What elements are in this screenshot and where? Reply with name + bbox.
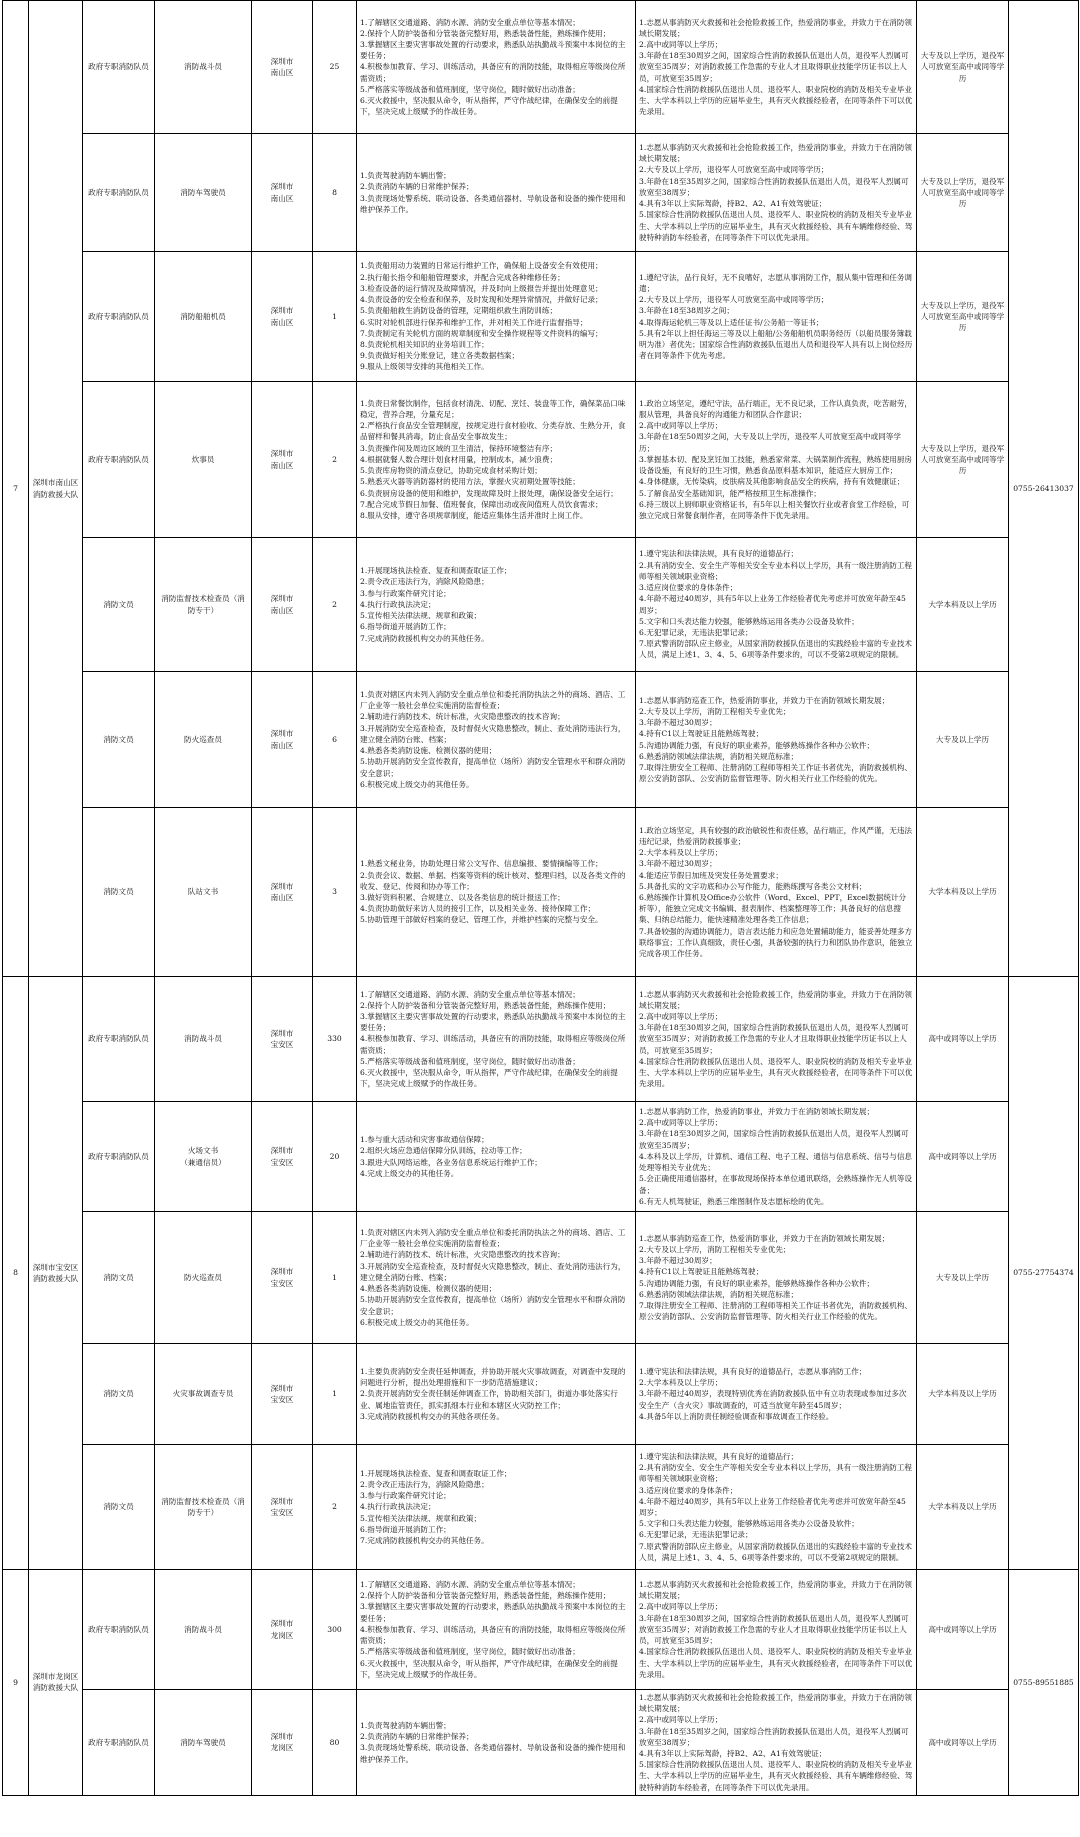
phone-cell: 0755-89551885 [1009, 1570, 1079, 1796]
location-cell: 深圳市 龙岗区 [252, 1570, 313, 1690]
education-cell: 高中或同等以上学历 [917, 1570, 1009, 1690]
location-cell: 深圳市 宝安区 [252, 1344, 313, 1445]
education-cell: 大学本科及以上学历 [917, 808, 1009, 977]
category-cell: 消防文员 [83, 1344, 155, 1445]
requirements-cell: 1.遵守宪法和法律法规，具有良好的道德品行； 2.具有消防安全、安全生产等相关安全专业本科以上学历，具有一级注册消防工程师等相关领域职业资格； 3.适应岗位要求的身体条件； 4.年龄不超过40周岁，具有5年以上业务工作经验者优先考虑并可放宽年龄至45周岁； 5.文字和口头表达能力较强，能够熟练运用各类办公设备及软件； 6.无犯罪记录，无违法犯罪记录； 7.原武警消防部队应主修业，从国家消防救援队伍退出的实践经验丰富的专业技术人员，满足上述1、3、4、5、6项等条件要求的，可以不受第2项规定的限制。 [636, 538, 917, 672]
requirements-cell: 1.志愿从事消防工作，热爱消防事业，并致力于在消防领域长期发展； 2.高中或同等以上学历； 3.年龄在18至30周岁之间，国家综合性消防救援队伍退出人员，退役军人烈属可放宽至35周岁； 4.本科及以上学历，计算机、通信工程、电子工程、通信与信息系统、信号与信息处理等相关专业优先； 5.会正确使用通信器材，在事故现场保持本单位通讯联络，会熟练操作无人机等设备； 6.有无人机驾驶证，熟悉三维图制作及志愿标绘的优先。 [636, 1102, 917, 1212]
position-cell: 消防监督技术检查员（消防专干） [155, 1445, 252, 1570]
phone-cell: 0755-26413037 [1009, 1, 1079, 977]
position-cell: 消防车驾驶员 [155, 134, 252, 252]
requirements-cell: 1.遵守宪法和法律法规，具有良好的道德品行，志愿从事消防工作； 2.大学本科及以上学历； 3.年龄不超过40周岁，表现特别优秀在消防救援队伍中有立功表现或参加过多次安全生产（含火灾）事故调查的，可适当放宽年龄至45周岁； 4.具备5年以上消防责任制经验调查和事故调查工作经验。 [636, 1344, 917, 1445]
recruitment-table [2, 0, 1079, 1796]
requirements-cell: 1.遵纪守法，品行良好，无不良嗜好，志愿从事消防工作，服从集中管理和任务调遣； 2.大专及以上学历，退役军人可放宽至高中或同等学历； 3.年龄在18至38周岁之间； 4.取得海运轮机三等及以上适任证书/公务船一等证书； 5.具有2年以上担任海运三等及以上船舶/公务船舶机员职务经历（以船员服务簿载明为准）者优先；国家综合性消防救援队伍退出人员和退役军人具有以上岗位经历者在同等条件下优先考虑。 [636, 252, 917, 382]
table-row [3, 1344, 1079, 1445]
education-cell: 大学本科及以上学历 [917, 1344, 1009, 1445]
location-cell: 深圳市 龙岗区 [252, 1690, 313, 1796]
unit-seq-cell: 8 [3, 977, 29, 1570]
table-row [3, 1, 1079, 134]
requirements-cell: 1.志愿从事消防灭火救援和社会抢险救援工作，热爱消防事业，并致力于在消防领域长期发展； 2.高中或同等以上学历； 3.年龄在18至30周岁之间，国家综合性消防救援队伍退出人员，退役军人烈属可放宽至35周岁；对消防救援工作急需的专业人才且取得职业技能学历证书以上人员，可放宽至35周岁； 4.国家综合性消防救援队伍退出人员、退役军人、职业院校的消防及相关专业毕业生、大学本科以上学历的应届毕业生，具有灭火救援经验者，在同等条件下可以优先录用。 [636, 1, 917, 134]
count-cell: 2 [313, 382, 357, 538]
position-cell: 消防监督技术检查员（消防专干） [155, 538, 252, 672]
location-cell: 深圳市 南山区 [252, 252, 313, 382]
duties-cell: 1.参与重大活动和灾害事故通信保障； 2.组织火场应急通信保障分队训练，拉动等工作； 3.跟进大队网络运维，各业务信息系统运行维护工作； 4.完成上级交办的其他任务。 [357, 1102, 636, 1212]
position-cell: 防火巡查员 [155, 672, 252, 808]
phone-cell: 0755-27754374 [1009, 977, 1079, 1570]
duties-cell: 1.开展现场执法检查、复查和调查取证工作； 2.责令改正违法行为，消除风险隐患； 3.参与行政案件研究讨论； 4.执行行政执法决定； 5.宣传相关法律法规、规章和政策； 6.指导街道开展消防工作； 7.完成消防救援机构交办的其他任务。 [357, 538, 636, 672]
unit-name-cell: 深圳市龙岗区消防救援大队 [29, 1570, 83, 1796]
location-cell: 深圳市 南山区 [252, 538, 313, 672]
education-cell: 大专及以上学历 [917, 1212, 1009, 1344]
table-row [3, 977, 1079, 1102]
position-cell: 消防战斗员 [155, 1, 252, 134]
count-cell: 6 [313, 672, 357, 808]
location-cell: 深圳市 宝安区 [252, 1212, 313, 1344]
duties-cell: 1.负责驾驶消防车辆出警； 2.负责消防车辆的日常维护保养； 3.负责现场处警系统、联动设备、各类通信器材、导航设备和设备的操作使用和维护保养工作。 [357, 134, 636, 252]
table-row [3, 672, 1079, 808]
count-cell: 330 [313, 977, 357, 1102]
duties-cell: 1.负责驾驶消防车辆出警； 2.负责消防车辆的日常维护保养； 3.负责现场处警系统、联动设备、各类通信器材、导航设备和设备的操作使用和维护保养工作。 [357, 1690, 636, 1796]
position-cell: 队站文书 [155, 808, 252, 977]
table-row [3, 1445, 1079, 1570]
duties-cell: 1.熟悉文秘业务，协助处理日常公文写作、信息编报、要情摘编等工作； 2.负责会议、数据、单据、档案等资料的统计核对、整理归档，以及各类文件的收发、登记、传阅和协办等工作； 3.做好资料积累、合规建立、以及各类信息的统计报送工作； 4.负责协助做好来访人员的接引工作，以及相关业务、接待保障工作； 5.协助管理干部做好档案的登记、管理工作，并维护档案的完整与安全。 [357, 808, 636, 977]
position-cell: 消防战斗员 [155, 1570, 252, 1690]
count-cell: 1 [313, 1344, 357, 1445]
duties-cell: 1.负责船用动力装置的日常运行维护工作，确保船上设备安全有效使用； 2.执行船长指令和船舶管理要求，并配合完成各种维修任务； 3.检查设备的运行情况及故障情况，并及时向上级报告并提出处理意见； 4.负责设备的安全检查和保养，及时发现和处理异常情况，并做好记录； 5.负责船舶救生消防设备的管理，定期组织救生消防训练； 6.实时对轮机部进行保养和维护工作，并对相关工作进行监督指导； 7.负责制定有关轮机方面的规章制度和安全操作规程等文件资料的编写； 8.负责轮机相关知识的业务培训工作； 9.负责做好相关分账登记，建立各类数据档案； 9.服从上级领导安排的其他相关工作。 [357, 252, 636, 382]
position-cell: 防火巡查员 [155, 1212, 252, 1344]
requirements-cell: 1.志愿从事消防巡查工作，热爱消防事业，并致力于在消防领域长期发展； 2.大专及以上学历，消防工程相关专业优先； 3.年龄不超过30周岁； 4.持有C1以上驾驶证且能熟练驾驶； 5.沟通协调能力强，有良好的职业素养，能够熟练操作各种办公软件； 6.熟悉消防领域法律法规，消防相关规范标准； 7.取得注册安全工程师、注册消防工程师等相关工作证书者优先，消防救援机构、原公安消防部队、公安消防监督管理等、防火相关行业工作经验的优先。 [636, 672, 917, 808]
duties-cell: 1.负责对辖区内未列入消防安全重点单位和委托消防执法之外的商场、酒店、工厂企业等一般社会单位实施消防监督检查； 2.辅助进行消防技术、统计标准，火灾隐患整改的技术咨询； 3.开展消防安全巡查检查，及时督促火灾隐患整改，制止、查处消防违法行为，建立健全消防台账、档案； 4.熟悉各类消防设施、检测仪器的使用； 5.协助开展消防安全宣传教育，提高单位（场所）消防安全管理水平和群众消防安全意识； 6.积极完成上级交办的其他任务。 [357, 1212, 636, 1344]
duties-cell: 1.开展现场执法检查、复查和调查取证工作； 2.责令改正违法行为，消除风险隐患； 3.参与行政案件研究讨论； 4.执行行政执法决定； 5.宣传相关法律法规、规章和政策； 6.指导街道开展消防工作； 7.完成消防救援机构交办的其他任务。 [357, 1445, 636, 1570]
location-cell: 深圳市 南山区 [252, 134, 313, 252]
category-cell: 消防文员 [83, 538, 155, 672]
duties-cell: 1.负责日常餐饮制作，包括食材清洗、切配、烹饪、装盘等工作，确保菜品口味稳定，营养合理，分量充足； 2.严格执行食品安全管理制度，按规定进行食材验收、分类存放、生熟分开，食品留样和餐具消毒，防止食品安全事故发生； 3.负责操作间及周边区域的卫生清洁，保持环境整洁有序； 4.根据就餐人数合理计划食材用量，控制成本，减少浪费； 5.负责库房物资的清点登记，协助完成食材采购计划； 5.熟悉灭火器等消防器材的使用方法，掌握火灾初期处置等技能； 6.负责厨房设备的使用和维护，发现故障及时上报处理，确保设备安全运行； 7.配合完成节假日加餐、值班餐食，保障出动或夜间值班人员饮食需求； 8.服从安排，遵守各项规章制度，能适应集体生活并准时上岗工作。 [357, 382, 636, 538]
education-cell: 高中或同等以上学历 [917, 977, 1009, 1102]
education-cell: 大专及以上学历，退役军人可放宽至高中或同等学历 [917, 1, 1009, 134]
duties-cell: 1.负责对辖区内未列入消防安全重点单位和委托消防执法之外的商场、酒店、工厂企业等一般社会单位实施消防监督检查； 2.辅助进行消防技术、统计标准，火灾隐患整改的技术咨询； 3.开展消防安全巡查检查，及时督促火灾隐患整改，制止、查处消防违法行为，建立健全消防台账、档案； 4.熟悉各类消防设施、检测仪器的使用； 5.协助开展消防安全宣传教育，提高单位（场所）消防安全管理水平和群众消防安全意识； 6.积极完成上级交办的其他任务。 [357, 672, 636, 808]
duties-cell: 1.主要负责消防安全责任延伸调查，并协助开展火灾事故调查，对调查中发现的问题进行分析，提出处理措施和下一步防范措施建议； 2.负责开展消防安全责任制延伸调查工作，协助相关部门，街道办事处落实行业、属地监管责任，抓实抓细本行业和本辖区火灾防控工作； 3.完成消防救援机构交办的其他各项任务。 [357, 1344, 636, 1445]
location-cell: 深圳市 南山区 [252, 382, 313, 538]
location-cell: 深圳市 宝安区 [252, 1102, 313, 1212]
requirements-cell: 1.志愿从事消防灭火救援和社会抢险救援工作，热爱消防事业，并致力于在消防领域长期发展； 2.高中或同等以上学历； 3.年龄在18至35周岁之间，国家综合性消防救援队伍退出人员，退役军人烈属可放宽至38周岁； 4.具有3年以上实际驾龄，持B2、A2、A1有效驾驶证； 5.国家综合性消防救援队伍退出人员、退役军人、职业院校的消防及相关专业毕业生、大学本科以上学历的应届毕业生，具有灭火救援经验、具有车辆维修经验、驾驶特种消防车经验者，在同等条件下可以优先录用。 [636, 1690, 917, 1796]
category-cell: 政府专职消防队员 [83, 252, 155, 382]
category-cell: 政府专职消防队员 [83, 1570, 155, 1690]
position-cell: 火灾事故调查专员 [155, 1344, 252, 1445]
count-cell: 2 [313, 538, 357, 672]
duties-cell: 1.了解辖区交通道路、消防水源、消防安全重点单位等基本情况； 2.保持个人防护装备和分管装备完整好用，熟悉装备性能，熟练操作使用； 3.掌握辖区主要灾害事故处置的行动要求，熟悉队站执勤战斗预案中本岗位的主要任务； 4.积极参加教育、学习、训练活动，具备应有的消防技能，取得相应等级岗位所需资质； 5.严格落实等级战备和值班制度，坚守岗位，随时做好出动准备； 6.灭火救援中，坚决服从命令，听从指挥，严守作战纪律，在确保安全的前提下，坚决完成上级赋予的作战任务。 [357, 1570, 636, 1690]
position-cell: 炊事员 [155, 382, 252, 538]
count-cell: 20 [313, 1102, 357, 1212]
category-cell: 消防文员 [83, 1212, 155, 1344]
duties-cell: 1.了解辖区交通道路、消防水源、消防安全重点单位等基本情况； 2.保持个人防护装备和分管装备完整好用，熟悉装备性能，熟练操作使用； 3.掌握辖区主要灾害事故处置的行动要求，熟悉队站执勤战斗预案中本岗位的主要任务； 4.积极参加教育、学习、训练活动，具备应有的消防技能，取得相应等级岗位所需资质； 5.严格落实等级战备和值班制度，坚守岗位，随时做好出动准备； 6.灭火救援中，坚决服从命令，听从指挥，严守作战纪律，在确保安全的前提下，坚决完成上级赋予的作战任务。 [357, 1, 636, 134]
count-cell: 80 [313, 1690, 357, 1796]
count-cell: 3 [313, 808, 357, 977]
location-cell: 深圳市 南山区 [252, 672, 313, 808]
position-cell: 消防车驾驶员 [155, 1690, 252, 1796]
location-cell: 深圳市 南山区 [252, 808, 313, 977]
table-row [3, 808, 1079, 977]
table-row [3, 134, 1079, 252]
category-cell: 政府专职消防队员 [83, 1102, 155, 1212]
table-row [3, 1102, 1079, 1212]
table-body [3, 1, 1079, 1796]
count-cell: 300 [313, 1570, 357, 1690]
education-cell: 高中或同等以上学历 [917, 1690, 1009, 1796]
category-cell: 政府专职消防队员 [83, 1690, 155, 1796]
education-cell: 大专及以上学历，退役军人可放宽至高中或同等学历 [917, 382, 1009, 538]
position-cell: 消防船舶机员 [155, 252, 252, 382]
location-cell: 深圳市 宝安区 [252, 1445, 313, 1570]
category-cell: 政府专职消防队员 [83, 1, 155, 134]
education-cell: 大专及以上学历 [917, 672, 1009, 808]
table-row [3, 538, 1079, 672]
table-row [3, 1570, 1079, 1690]
position-cell: 火场文书 （兼通信员） [155, 1102, 252, 1212]
unit-name-cell: 深圳市宝安区消防救援大队 [29, 977, 83, 1570]
table-row [3, 252, 1079, 382]
requirements-cell: 1.志愿从事消防灭火救援和社会抢险救援工作，热爱消防事业，并致力于在消防领域长期发展； 2.高中或同等以上学历； 3.年龄在18至30周岁之间，国家综合性消防救援队伍退出人员，退役军人烈属可放宽至35周岁；对消防救援工作急需的专业人才且取得职业技能学历证书以上人员，可放宽至35周岁； 4.国家综合性消防救援队伍退出人员、退役军人、职业院校的消防及相关专业毕业生、大学本科以上学历的应届毕业生，具有灭火救援经验者，在同等条件下可以优先录用。 [636, 1570, 917, 1690]
count-cell: 8 [313, 134, 357, 252]
count-cell: 1 [313, 252, 357, 382]
education-cell: 大学本科及以上学历 [917, 1445, 1009, 1570]
requirements-cell: 1.志愿从事消防灭火救援和社会抢险救援工作，热爱消防事业，并致力于在消防领域长期发展； 2.高中或同等以上学历； 3.年龄在18至30周岁之间，国家综合性消防救援队伍退出人员，退役军人烈属可放宽至35周岁；对消防救援工作急需的专业人才且取得职业技能学历证书以上人员，可放宽至35周岁； 4.国家综合性消防救援队伍退出人员、退役军人、职业院校的消防及相关专业毕业生、大学本科以上学历的应届毕业生，具有灭火救援经验者，在同等条件下可以优先录用。 [636, 977, 917, 1102]
requirements-cell: 1.志愿从事消防巡查工作，热爱消防事业，并致力于在消防领域长期发展； 2.大专及以上学历，消防工程相关专业优先； 3.年龄不超过30周岁； 4.持有C1以上驾驶证且能熟练驾驶； 5.沟通协调能力强，有良好的职业素养，能够熟练操作各种办公软件； 6.熟悉消防领域法律法规，消防相关规范标准； 7.取得注册安全工程师、注册消防工程师等相关工作证书者优先，消防救援机构、原公安消防部队、公安消防监督管理等、防火相关行业工作经验的优先。 [636, 1212, 917, 1344]
table-row [3, 1212, 1079, 1344]
education-cell: 大专及以上学历，退役军人可放宽至高中或同等学历 [917, 134, 1009, 252]
education-cell: 大学本科及以上学历 [917, 538, 1009, 672]
location-cell: 深圳市 宝安区 [252, 977, 313, 1102]
category-cell: 消防文员 [83, 672, 155, 808]
unit-seq-cell: 9 [3, 1570, 29, 1796]
count-cell: 25 [313, 1, 357, 134]
unit-name-cell: 深圳市南山区消防救援大队 [29, 1, 83, 977]
category-cell: 政府专职消防队员 [83, 977, 155, 1102]
category-cell: 政府专职消防队员 [83, 382, 155, 538]
duties-cell: 1.了解辖区交通道路、消防水源、消防安全重点单位等基本情况； 2.保持个人防护装备和分管装备完整好用，熟悉装备性能，熟练操作使用； 3.掌握辖区主要灾害事故处置的行动要求，熟悉队站执勤战斗预案中本岗位的主要任务； 4.积极参加教育、学习、训练活动，具备应有的消防技能，取得相应等级岗位所需资质； 5.严格落实等级战备和值班制度，坚守岗位，随时做好出动准备； 6.灭火救援中，坚决服从命令，听从指挥，严守作战纪律，在确保安全的前提下，坚决完成上级赋予的作战任务。 [357, 977, 636, 1102]
category-cell: 消防文员 [83, 808, 155, 977]
category-cell: 政府专职消防队员 [83, 134, 155, 252]
location-cell: 深圳市 南山区 [252, 1, 313, 134]
table-row [3, 382, 1079, 538]
requirements-cell: 1.志愿从事消防灭火救援和社会抢险救援工作，热爱消防事业，并致力于在消防领域长期发展； 2.大专及以上学历，退役军人可放宽至高中或同等学历； 3.年龄在18至35周岁之间，国家综合性消防救援队伍退出人员，退役军人烈属可放宽至38周岁； 4.具有3年以上实际驾龄，持B2、A2、A1有效驾驶证； 5.国家综合性消防救援队伍退出人员、退役军人、职业院校的消防及相关专业毕业生、大学本科以上学历的应届毕业生，具有灭火救援经验、具有车辆维修经验、驾驶特种消防车经验者，在同等条件下可以优先录用。 [636, 134, 917, 252]
position-cell: 消防战斗员 [155, 977, 252, 1102]
unit-seq-cell: 7 [3, 1, 29, 977]
count-cell: 1 [313, 1212, 357, 1344]
requirements-cell: 1.政治立场坚定，具有较强的政治敏锐性和责任感，品行端正，作风严谨，无违法违纪记录，热爱消防救援事业； 2.大学本科及以上学历； 3.年龄不超过30周岁； 4.能适应节假日加班及突发任务处置要求； 5.具备扎实的文字功底和办公写作能力，能熟练撰写各类公文材料； 6.熟练操作计算机及Office办公软件（Word、Excel、PPT，Excel数据统计分析等），能独立完成文书编辑、报表制作、档案整理等工作；具备良好的信息搜集、归纳总结能力，能快速精准处理各类工作信息； 7.具备较强的沟通协调能力，语言表达能力和应急处置辅助能力，能妥善处理多方联络事宜；工作认真细致，责任心强，具备较强的执行力和团队协作意识，能独立完成各项工作任务。 [636, 808, 917, 977]
requirements-cell: 1.遵守宪法和法律法规，具有良好的道德品行； 2.具有消防安全、安全生产等相关安全专业本科以上学历，具有一级注册消防工程师等相关领域职业资格； 3.适应岗位要求的身体条件； 4.年龄不超过40周岁，具有5年以上业务工作经验者优先考虑并可放宽年龄至45周岁； 5.文字和口头表达能力较强，能够熟练运用各类办公设备及软件； 6.无犯罪记录，无违法犯罪记录； 7.原武警消防部队应主修业，从国家消防救援队伍退出的实践经验丰富的专业技术人员，满足上述1、3、4、5、6项等条件要求的，可以不受第2项规定的限制。 [636, 1445, 917, 1570]
count-cell: 2 [313, 1445, 357, 1570]
table-row [3, 1690, 1079, 1796]
category-cell: 消防文员 [83, 1445, 155, 1570]
requirements-cell: 1.政治立场坚定，遵纪守法，品行端正，无不良记录，工作认真负责，吃苦耐劳，服从管理，具备良好的沟通能力和团队合作意识； 2.高中或同等以上学历； 3.年龄在18至50周岁之间，大专及以上学历，退役军人可放宽至高中或同等学历； 3.掌握基本切、配及烹饪加工技能，熟悉家常菜、大锅菜制作流程，熟练使用厨房设备设施，有良好的卫生习惯，熟悉食品原料基本知识，能适应大厨房工作； 4.身体健康，无传染病，皮肤病及其他影响食品安全的疾病，持有有效健康证； 5.了解食品安全基础知识，能严格按照卫生标准操作； 6.持三级以上厨师职业资格证书，有5年以上相关餐饮行业或者食堂工作经验，可独立完成日常餐食制作者，在同等条件下优先录用。 [636, 382, 917, 538]
education-cell: 大专及以上学历，退役军人可放宽至高中或同等学历 [917, 252, 1009, 382]
education-cell: 高中或同等以上学历 [917, 1102, 1009, 1212]
